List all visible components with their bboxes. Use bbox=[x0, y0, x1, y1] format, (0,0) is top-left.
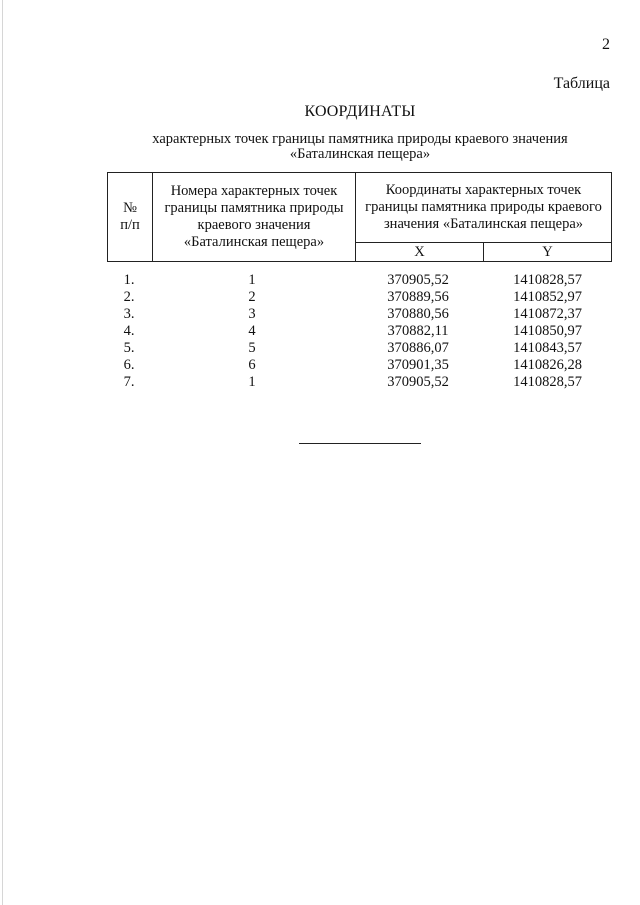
table-row bbox=[107, 272, 612, 289]
table-row bbox=[107, 357, 612, 374]
row-point: 3 bbox=[248, 306, 256, 322]
row-point: 1 bbox=[248, 272, 256, 288]
row-x: 370905,52 bbox=[387, 272, 449, 288]
row-y: 1410872,37 bbox=[513, 306, 582, 322]
row-point: 1 bbox=[248, 374, 256, 390]
row-y: 1410843,57 bbox=[513, 340, 582, 356]
table-label: Таблица bbox=[553, 75, 610, 92]
row-number: 7. bbox=[123, 374, 135, 390]
row-number: 5. bbox=[123, 340, 135, 356]
header-points-line-4: «Баталинская пещера» bbox=[183, 234, 325, 250]
header-coordinates bbox=[356, 173, 612, 243]
end-of-table-rule bbox=[299, 443, 421, 444]
row-x: 370880,56 bbox=[387, 306, 449, 322]
coordinates-table-body bbox=[107, 272, 612, 391]
header-points-line-2: границы памятника природы bbox=[164, 200, 344, 216]
row-y: 1410828,57 bbox=[513, 374, 582, 390]
row-number: 6. bbox=[123, 357, 135, 373]
row-y: 1410826,28 bbox=[513, 357, 582, 373]
row-y: 1410852,97 bbox=[513, 289, 582, 305]
header-num-symbol: № bbox=[123, 200, 137, 216]
row-x: 370901,35 bbox=[387, 357, 449, 373]
row-number: 3. bbox=[123, 306, 135, 322]
row-y: 1410850,97 bbox=[513, 323, 582, 339]
row-y: 1410828,57 bbox=[513, 272, 582, 288]
subtitle-line-2: «Баталинская пещера» bbox=[289, 146, 431, 162]
header-points-line-1: Номера характерных точек bbox=[170, 183, 338, 199]
header-row-number bbox=[108, 173, 153, 262]
header-x: X bbox=[356, 243, 484, 262]
row-point: 5 bbox=[248, 340, 256, 356]
row-x: 370889,56 bbox=[387, 289, 449, 305]
subtitle-line-1: характерных точек границы памятника природы краевого значения bbox=[152, 131, 568, 147]
table-row bbox=[107, 340, 612, 357]
row-x: 370905,52 bbox=[387, 374, 449, 390]
header-coords-line-3: значения «Баталинская пещера» bbox=[383, 216, 584, 232]
header-y: Y bbox=[483, 243, 611, 262]
header-coords-line-2: границы памятника природы краевого bbox=[365, 199, 602, 215]
row-number: 1. bbox=[123, 272, 135, 288]
row-point: 2 bbox=[248, 289, 256, 305]
table-row bbox=[107, 306, 612, 323]
header-coords-line-1: Координаты характерных точек bbox=[385, 182, 582, 198]
document-title: КООРДИНАТЫ bbox=[304, 103, 416, 120]
table-row bbox=[107, 323, 612, 340]
row-x: 370882,11 bbox=[387, 323, 449, 339]
header-points-line-3: краевого значения bbox=[197, 217, 311, 233]
header-num-abbrev: п/п bbox=[120, 217, 140, 233]
document-subtitle bbox=[0, 132, 640, 162]
table-row bbox=[107, 374, 612, 391]
table-row bbox=[107, 289, 612, 306]
row-x: 370886,07 bbox=[387, 340, 449, 356]
coordinates-table-header bbox=[107, 172, 612, 262]
page-number: 2 bbox=[602, 36, 610, 53]
row-number: 2. bbox=[123, 289, 135, 305]
row-number: 4. bbox=[123, 323, 135, 339]
header-point-numbers bbox=[153, 173, 356, 262]
row-point: 6 bbox=[248, 357, 256, 373]
row-point: 4 bbox=[248, 323, 256, 339]
